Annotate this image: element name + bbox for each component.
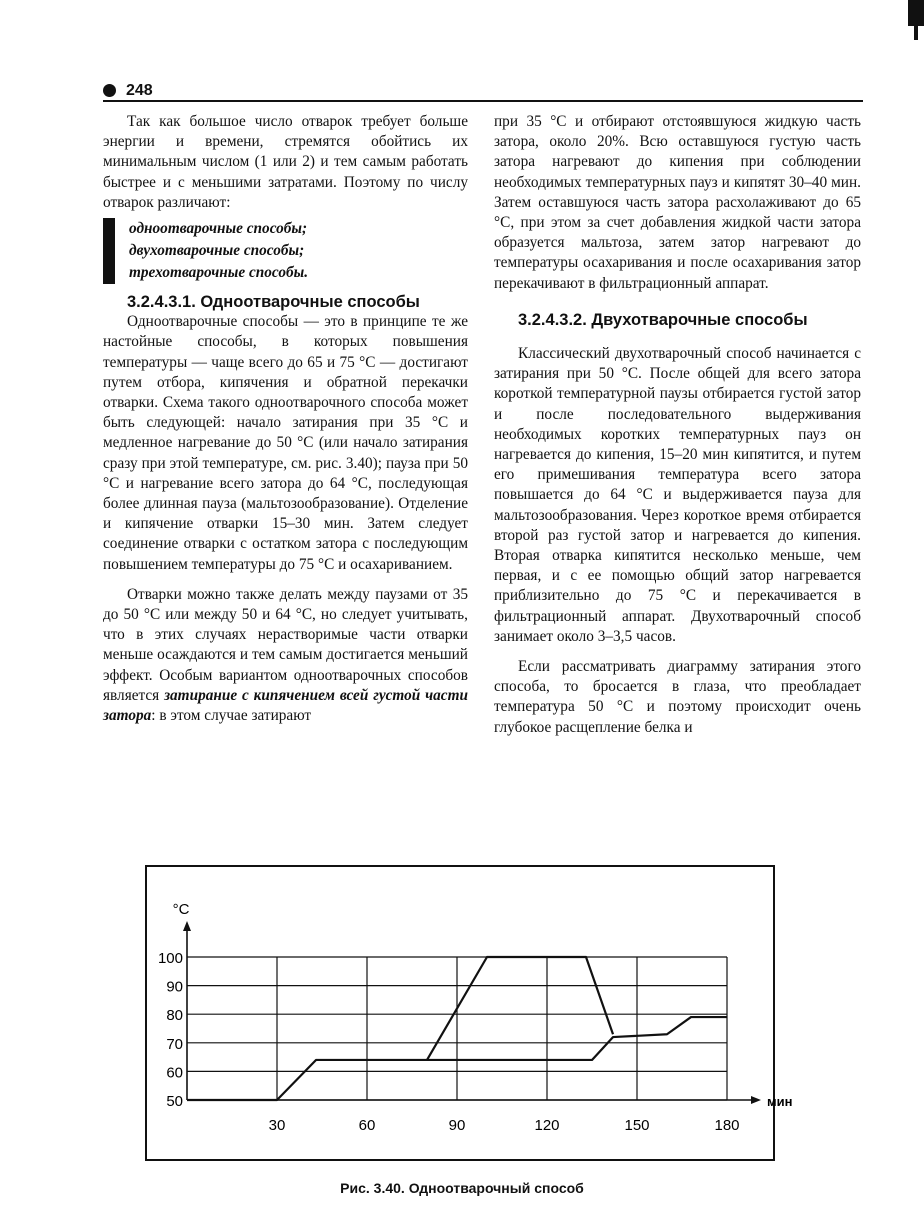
left-column	[103, 112, 468, 726]
x-axis-arrow	[751, 1096, 761, 1104]
x-tick-label: 180	[714, 1117, 740, 1134]
y-tick-label: 80	[166, 1007, 183, 1025]
list-item: двухотварочные способы;	[129, 242, 305, 260]
method-list	[103, 218, 468, 284]
x-tick-label: 90	[448, 1117, 466, 1134]
series-line	[427, 957, 613, 1060]
list-item: трехотварочные способы.	[129, 264, 309, 282]
section-title: 3.2.4.3.1. Одноотварочные способы	[127, 293, 420, 312]
body-paragraph: при 35 °С и отбирают отстоявшуюся жидкую часть затора, около 20%. Всю оставшуюся густую часть затора нагревают до кипения при соблюдении необходимых температурных пауз и кипятят 30–40 мин. Затем оставшуюся часть затора расхолаживают до 65 °С, при этом за счет добавления жидкой части затора образуется мальтоза, затем затор нагревают до температуры осахаривания и после осахаривания затор перекачивают в фильтрационный аппарат.	[494, 113, 861, 292]
figure-caption: Рис. 3.40. Одноотварочный способ	[340, 1180, 584, 1196]
y-tick-label: 50	[166, 1093, 183, 1110]
y-axis-arrow	[183, 921, 191, 931]
bullet-icon	[103, 84, 116, 97]
right-column	[494, 112, 861, 738]
x-tick-label: 120	[534, 1117, 560, 1134]
body-paragraph	[103, 585, 468, 726]
page-corner-mark	[908, 0, 924, 26]
section-title: 3.2.4.3.2. Двухотварочные способы	[518, 310, 808, 329]
page-header	[103, 82, 863, 102]
list-bar	[103, 218, 115, 284]
y-tick-label: 60	[166, 1064, 183, 1082]
emphasis-term: затирание с кипячением всей густой части затора	[103, 686, 468, 725]
figure-frame	[145, 865, 793, 1161]
y-tick-label: 90	[166, 978, 183, 996]
body-paragraph: Одноотварочные способы — это в принципе те же настойные способы, в которых повышения температуры — чаще всего до 65 и 75 °С — достигают путем отбора, кипячения и обратной перекачки отварки. Схема такого одноотварочного способа может быть следующей: начало затирания при 35 °С и медленное нагревание до 50 °С (или начало затирания сразу при этой температуре, см. рис. 3.40); пауза при 50 °С и нагревание всего затора до 64 °С, последующая более длинная пауза (мальтозообразование). Отделение и кипячение отварки 15–30 мин. Затем следует соединение отварки с остатком затора с последующим повышением температуры до 75 °С и осахариванием.	[103, 313, 468, 573]
x-axis-label: мин	[767, 1094, 793, 1109]
paragraph-text: Отварки можно также делать между паузами от 35 до 50 °С или между 50 и 64 °С, но следует учитывать, что в этих случаях нерастворимые части отварки меньше осаждаются и тем самым достигается меньший эффект. Особым вариантом одноотварочных способов является	[103, 585, 468, 704]
x-tick-label: 60	[358, 1117, 376, 1134]
body-paragraph: Если рассматривать диаграмму затирания этого способа, то бросается в глаза, что преобладает температура 50 °С и поэтому происходит очень глубокое расщепление белка и	[494, 658, 861, 736]
header-rule	[103, 100, 863, 102]
paragraph-text: : в этом случае затирают	[151, 707, 312, 725]
page-number: 248	[126, 82, 153, 99]
mashing-chart	[147, 867, 793, 1159]
list-item: одноотварочные способы;	[129, 220, 308, 238]
intro-paragraph: Так как большое число отварок требует больше энергии и времени, стремятся обойтись их минимальным числом (1 или 2) и тем самым работать быстрее и с меньшими затратами. Поэтому по числу отварок различают:	[103, 113, 468, 211]
x-tick-label: 150	[624, 1117, 650, 1134]
y-tick-label: 100	[157, 950, 183, 967]
body-paragraph: Классический двухотварочный способ начинается с затирания при 50 °С. После общей для всего затора короткой температурной паузы отбирается густой затор и после последовательного выдерживания необходимых коротких температурных пауз он нагревается до кипения, 15–20 мин кипятится, и путем его примешивания температура всего затора повышается до 64 °С и выдерживается пауза для мальтозообразования. Через короткое время отбирается второй раз густой затор и нагревается до кипения. Вторая отварка кипятится несколько меньше, чем первая, и с ее помощью общий затор нагревается приблизительно до 75 °С и перекачивается в фильтрационный аппарат. Двухотварочный способ занимает около 3–3,5 часов.	[494, 345, 861, 645]
x-tick-label: 30	[268, 1117, 286, 1134]
y-axis-label: °С	[172, 901, 190, 918]
y-tick-label: 70	[166, 1035, 183, 1053]
page-corner-mark	[914, 26, 918, 40]
